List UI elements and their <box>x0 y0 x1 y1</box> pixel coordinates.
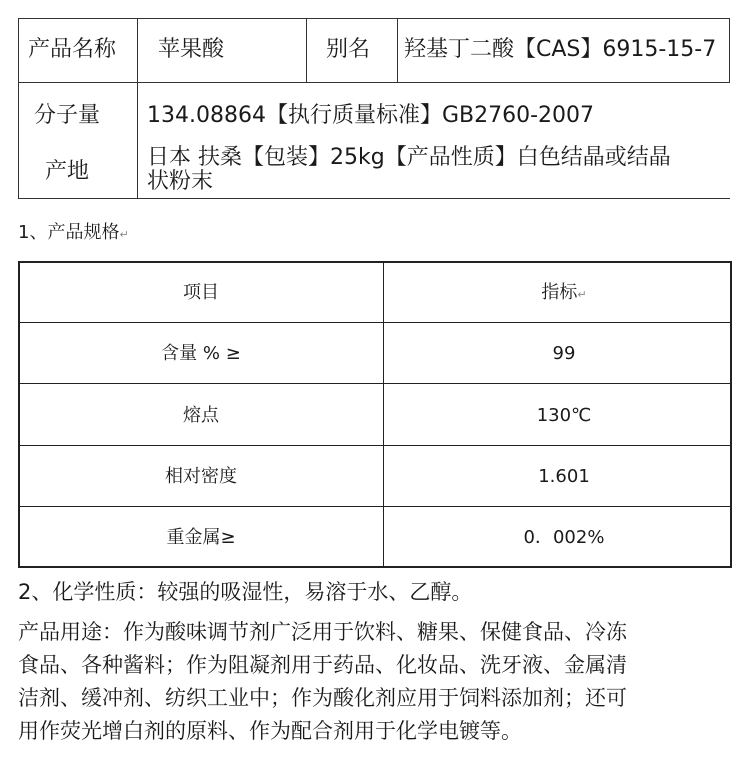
spec-header-indicator-text: 指标 <box>541 282 578 303</box>
usage-line-2: 食品、各种酱料；作为阻凝剂用于药品、化妆品、洗牙液、金属清 <box>18 653 627 677</box>
molecular-weight-label: 分子量 <box>34 103 101 128</box>
product-name-label: 产品名称 <box>28 37 117 62</box>
section1-title <box>18 222 129 246</box>
origin-value-line2: 状粉末 <box>147 169 214 194</box>
section1-title-text: 1、产品规格 <box>18 222 120 243</box>
spec-header-item: 项目 <box>183 282 219 303</box>
usage-line-1: 产品用途：作为酸味调节剂广泛用于饮料、糖果、保健食品、冷冻 <box>18 620 627 644</box>
spec-row-1-item: 含量 % ≥ <box>161 343 241 364</box>
usage-paragraph <box>18 616 733 748</box>
product-name-value: 苹果酸 <box>158 37 225 62</box>
usage-line-3: 洁剂、缓冲剂、纺织工业中；作为酸化剂应用于饲料添加剂；还可 <box>18 686 627 710</box>
section2-chemical-properties: 2、化学性质：较强的吸湿性，易溶于水、乙醇。 <box>18 580 473 604</box>
usage-line-4: 用作荧光增白剂的原料、作为配合剂用于化学电镀等。 <box>18 719 522 743</box>
molecular-weight-value: 134.08864【执行质量标准】GB2760-2007 <box>147 103 595 128</box>
origin-label: 产地 <box>45 159 90 184</box>
spec-table <box>18 261 732 567</box>
spec-header-indicator <box>384 283 744 305</box>
spec-row-2-value: 130℃ <box>536 405 592 426</box>
spec-row-1-value: 99 <box>552 343 576 364</box>
spec-row-4-item: 重金属≥ <box>166 527 236 548</box>
paragraph-mark-icon: ↵ <box>577 288 587 301</box>
alias-value: 羟基丁二酸【CAS】6915-15-7 <box>404 37 717 62</box>
spec-row-4-value: 0．002% <box>523 527 605 548</box>
spec-row-3-item: 相对密度 <box>165 466 237 487</box>
spec-row-3-value: 1.601 <box>538 466 590 487</box>
origin-value-line1: 日本 扶桑【包装】25kg【产品性质】白色结晶或结晶 <box>147 145 671 170</box>
alias-label: 别名 <box>326 37 371 62</box>
paragraph-mark-icon: ↵ <box>119 228 129 241</box>
product-info-table <box>18 18 730 198</box>
spec-row-2-item: 熔点 <box>183 405 219 426</box>
